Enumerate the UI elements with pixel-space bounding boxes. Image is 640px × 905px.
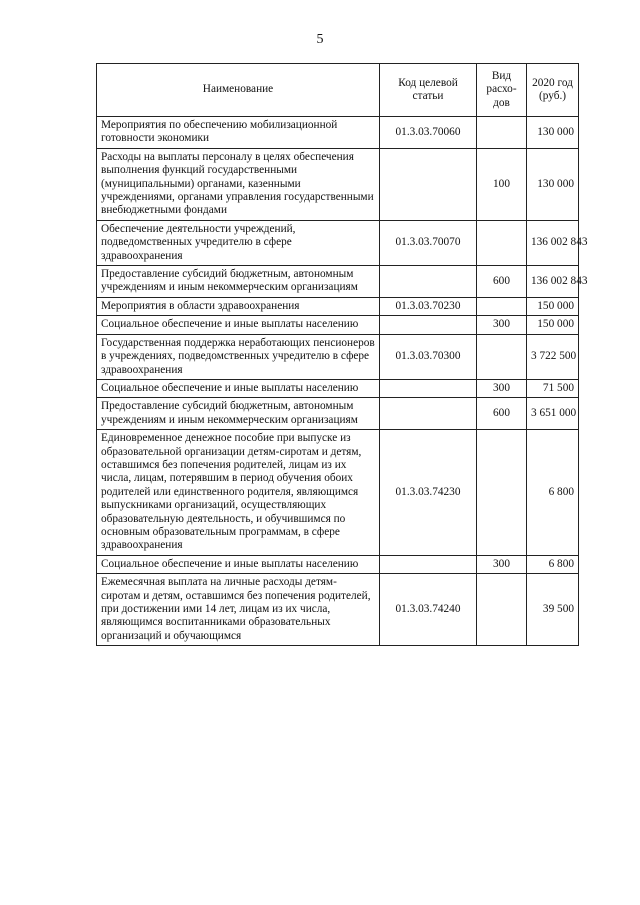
row-name: Расходы на выплаты персоналу в целях обеспечения выполнения функций государственными (муниципальными) органами, казенными учреждениями, органами управления государственными внебюджетными фондами [97, 148, 380, 220]
table-row [97, 297, 579, 315]
row-name: Социальное обеспечение и иные выплаты населению [97, 316, 380, 334]
row-name: Социальное обеспечение и иные выплаты населению [97, 379, 380, 397]
table-row [97, 334, 579, 379]
row-code [380, 148, 477, 220]
row-type: 300 [477, 555, 527, 573]
row-amount: 150 000 [527, 297, 579, 315]
row-type: 100 [477, 148, 527, 220]
row-type [477, 574, 527, 646]
row-amount: 150 000 [527, 316, 579, 334]
row-amount: 39 500 [527, 574, 579, 646]
table-row [97, 316, 579, 334]
row-type [477, 297, 527, 315]
row-amount: 130 000 [527, 148, 579, 220]
header-code: Код целевой статьи [380, 64, 477, 117]
row-name: Мероприятия в области здравоохранения [97, 297, 380, 315]
row-code: 01.3.03.74240 [380, 574, 477, 646]
budget-table [96, 63, 588, 646]
row-amount: 6 800 [527, 555, 579, 573]
table-header-row [97, 64, 579, 117]
row-code [380, 266, 477, 298]
row-type [477, 220, 527, 265]
row-code [380, 398, 477, 430]
row-amount: 136 002 843 [527, 266, 579, 298]
row-amount: 3 651 000 [527, 398, 579, 430]
row-name: Мероприятия по обеспечению мобилизационной готовности экономики [97, 117, 380, 149]
row-name: Предоставление субсидий бюджетным, автономным учреждениям и иным некоммерческим организациям [97, 398, 380, 430]
row-name: Единовременное денежное пособие при выпуске из образовательной организации детям-сиротам и детям, оставшимся без попечения родителей, лицам из их числа, лицам, потерявшим в период обучения обоих родителей или единственного родителя, являющимся выпускниками организаций, осуществляющих образовательную деятельность, и обучившимся по основным образовательным программам, в сфере здравоохранения [97, 430, 380, 556]
row-type: 600 [477, 398, 527, 430]
row-type: 600 [477, 266, 527, 298]
table-row [97, 430, 579, 556]
row-amount: 6 800 [527, 430, 579, 556]
row-name: Ежемесячная выплата на личные расходы детям-сиротам и детям, оставшимся без попечения родителей, при достижении ими 14 лет, лицам из их числа, являющимся воспитанниками образовательных организаций и обучающимся [97, 574, 380, 646]
table-row [97, 398, 579, 430]
row-amount: 71 500 [527, 379, 579, 397]
row-amount: 3 722 500 [527, 334, 579, 379]
row-code: 01.3.03.70300 [380, 334, 477, 379]
row-name: Предоставление субсидий бюджетным, автономным учреждениям и иным некоммерческим организациям [97, 266, 380, 298]
table-row [97, 148, 579, 220]
row-code: 01.3.03.70070 [380, 220, 477, 265]
row-type [477, 117, 527, 149]
row-amount: 130 000 [527, 117, 579, 149]
row-code: 01.3.03.74230 [380, 430, 477, 556]
header-amount: 2020 год (руб.) [527, 64, 579, 117]
row-amount: 136 002 843 [527, 220, 579, 265]
row-name: Социальное обеспечение и иные выплаты населению [97, 555, 380, 573]
row-code [380, 316, 477, 334]
table-row [97, 574, 579, 646]
row-code: 01.3.03.70230 [380, 297, 477, 315]
page-number: 5 [316, 32, 324, 47]
row-code [380, 379, 477, 397]
table-row [97, 266, 579, 298]
row-code: 01.3.03.70060 [380, 117, 477, 149]
row-name: Обеспечение деятельности учреждений, подведомственных учредителю в сфере здравоохранения [97, 220, 380, 265]
header-type: Вид расхо-дов [477, 64, 527, 117]
table-row [97, 379, 579, 397]
row-type: 300 [477, 379, 527, 397]
row-type [477, 430, 527, 556]
table-row [97, 220, 579, 265]
table-row [97, 117, 579, 149]
row-type [477, 334, 527, 379]
row-code [380, 555, 477, 573]
table-row [97, 555, 579, 573]
row-name: Государственная поддержка неработающих пенсионеров в учреждениях, подведомственных учредителю в сфере здравоохранения [97, 334, 380, 379]
header-name: Наименование [97, 64, 380, 117]
row-type: 300 [477, 316, 527, 334]
